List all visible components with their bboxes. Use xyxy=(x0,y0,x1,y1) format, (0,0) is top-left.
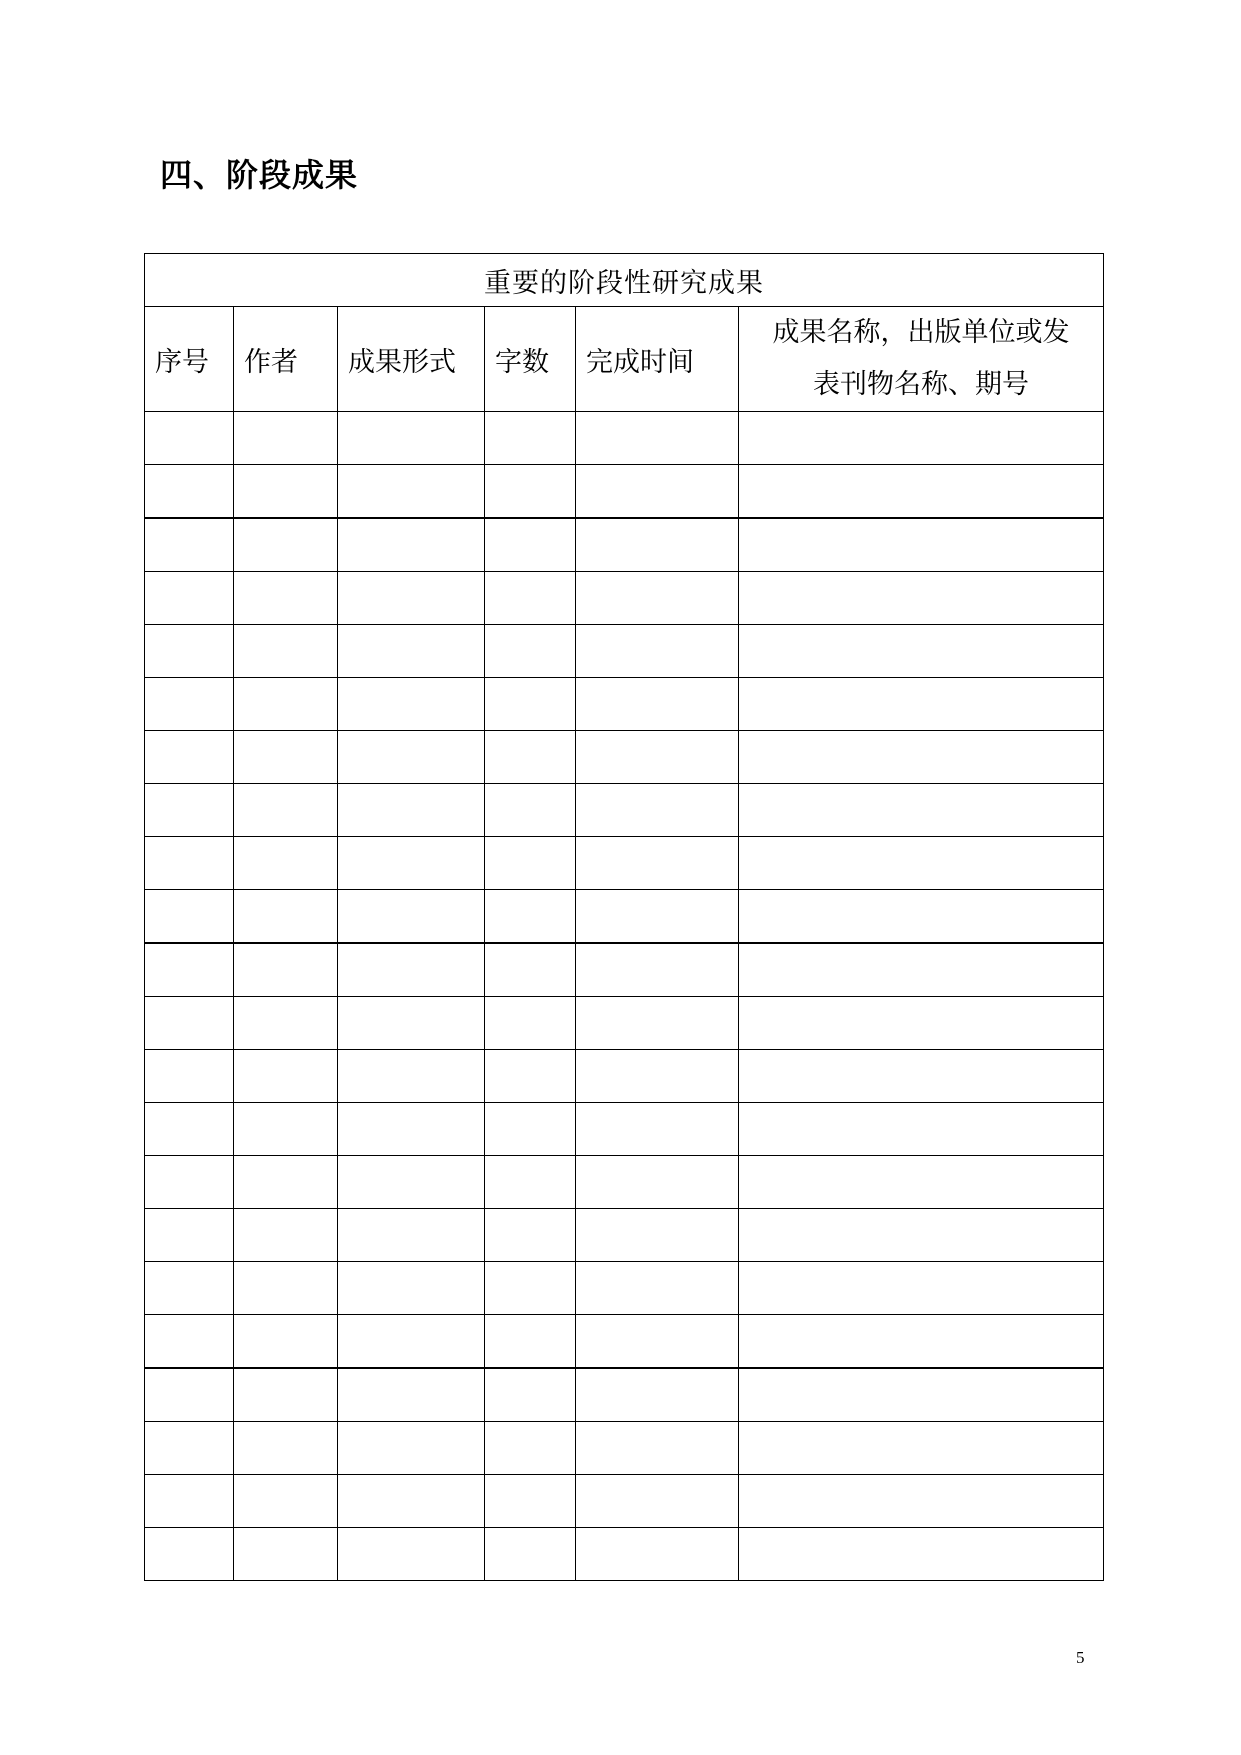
table-cell[interactable] xyxy=(576,678,739,731)
table-cell[interactable] xyxy=(576,784,739,837)
table-cell[interactable] xyxy=(145,518,234,572)
table-cell[interactable] xyxy=(145,1315,234,1369)
table-cell[interactable] xyxy=(485,1315,576,1369)
table-cell[interactable] xyxy=(234,1050,338,1103)
table-cell[interactable] xyxy=(145,1262,234,1315)
table-cell[interactable] xyxy=(234,731,338,784)
table-cell[interactable] xyxy=(234,412,338,465)
table-cell[interactable] xyxy=(739,731,1104,784)
table-cell[interactable] xyxy=(145,1209,234,1262)
table-cell[interactable] xyxy=(576,572,739,625)
table-row xyxy=(145,997,1104,1050)
table-cell[interactable] xyxy=(576,1050,739,1103)
table-cell[interactable] xyxy=(485,518,576,572)
table-cell[interactable] xyxy=(338,465,485,519)
table-cell[interactable] xyxy=(338,412,485,465)
table-row xyxy=(145,625,1104,678)
table-cell[interactable] xyxy=(338,784,485,837)
table-cell[interactable] xyxy=(145,678,234,731)
table-row xyxy=(145,890,1104,944)
table-cell[interactable] xyxy=(234,837,338,890)
table-cell[interactable] xyxy=(576,837,739,890)
table-cell[interactable] xyxy=(485,1103,576,1156)
table-cell[interactable] xyxy=(145,465,234,519)
table-cell[interactable] xyxy=(485,678,576,731)
table-cell[interactable] xyxy=(234,572,338,625)
table-cell[interactable] xyxy=(739,678,1104,731)
table-cell[interactable] xyxy=(576,1262,739,1315)
table-cell[interactable] xyxy=(234,518,338,572)
table-cell[interactable] xyxy=(576,1422,739,1475)
table-cell[interactable] xyxy=(145,784,234,837)
table-cell[interactable] xyxy=(485,784,576,837)
table-cell[interactable] xyxy=(485,412,576,465)
table-row xyxy=(145,1528,1104,1581)
table-cell[interactable] xyxy=(338,518,485,572)
table-row xyxy=(145,1050,1104,1103)
table-cell[interactable] xyxy=(739,1422,1104,1475)
table-cell[interactable] xyxy=(485,1156,576,1209)
table-cell[interactable] xyxy=(739,1262,1104,1315)
table-cell[interactable] xyxy=(234,1156,338,1209)
table-cell[interactable] xyxy=(739,465,1104,519)
table-cell[interactable] xyxy=(234,997,338,1050)
table-cell[interactable] xyxy=(576,465,739,519)
table-cell[interactable] xyxy=(739,1528,1104,1581)
table-cell[interactable] xyxy=(234,465,338,519)
table-cell[interactable] xyxy=(338,837,485,890)
table-cell[interactable] xyxy=(338,625,485,678)
table-cell[interactable] xyxy=(338,943,485,997)
table-cell[interactable] xyxy=(739,1156,1104,1209)
results-table xyxy=(144,253,1104,1581)
table-cell[interactable] xyxy=(234,1368,338,1422)
table-cell[interactable] xyxy=(234,1422,338,1475)
table-cell[interactable] xyxy=(145,1050,234,1103)
table-row xyxy=(145,1209,1104,1262)
table-cell[interactable] xyxy=(485,731,576,784)
table-cell[interactable] xyxy=(576,1156,739,1209)
table-cell[interactable] xyxy=(739,997,1104,1050)
table-cell[interactable] xyxy=(576,1475,739,1528)
column-header-title-publisher-line-1: 成果名称，出版单位或发 xyxy=(772,317,1070,348)
table-row xyxy=(145,1475,1104,1528)
table-row xyxy=(145,1315,1104,1369)
table-cell[interactable] xyxy=(485,1422,576,1475)
table-row xyxy=(145,731,1104,784)
table-cell[interactable] xyxy=(576,1315,739,1369)
table-cell[interactable] xyxy=(576,412,739,465)
table-cell[interactable] xyxy=(338,1103,485,1156)
table-cell[interactable] xyxy=(485,1209,576,1262)
table-cell[interactable] xyxy=(338,731,485,784)
results-table-body xyxy=(145,254,1104,1581)
table-cell[interactable] xyxy=(576,731,739,784)
table-title-row xyxy=(145,254,1104,307)
table-cell[interactable] xyxy=(234,943,338,997)
table-cell[interactable] xyxy=(485,572,576,625)
table-cell[interactable] xyxy=(338,1156,485,1209)
table-cell[interactable] xyxy=(234,1103,338,1156)
table-cell[interactable] xyxy=(145,412,234,465)
table-cell[interactable] xyxy=(739,1475,1104,1528)
table-cell[interactable] xyxy=(485,1368,576,1422)
table-cell[interactable] xyxy=(145,731,234,784)
table-cell[interactable] xyxy=(576,890,739,944)
table-cell[interactable] xyxy=(576,997,739,1050)
table-cell[interactable] xyxy=(145,1475,234,1528)
table-cell[interactable] xyxy=(739,943,1104,997)
table-row xyxy=(145,784,1104,837)
table-cell[interactable] xyxy=(485,1528,576,1581)
table-row xyxy=(145,465,1104,519)
table-cell[interactable] xyxy=(485,1475,576,1528)
table-cell[interactable] xyxy=(485,997,576,1050)
table-cell[interactable] xyxy=(485,625,576,678)
table-cell[interactable] xyxy=(145,890,234,944)
table-cell[interactable] xyxy=(234,1209,338,1262)
table-cell[interactable] xyxy=(338,572,485,625)
table-cell[interactable] xyxy=(485,465,576,519)
table-header-row xyxy=(145,307,1104,412)
table-cell[interactable] xyxy=(338,678,485,731)
table-cell[interactable] xyxy=(145,1156,234,1209)
column-header-number: 序号 xyxy=(145,307,234,412)
table-cell[interactable] xyxy=(234,1315,338,1369)
table-cell[interactable] xyxy=(739,518,1104,572)
column-header-word-count: 字数 xyxy=(485,307,576,412)
table-row xyxy=(145,1103,1104,1156)
table-cell[interactable] xyxy=(338,1475,485,1528)
table-cell[interactable] xyxy=(145,1368,234,1422)
column-header-title-publisher xyxy=(739,307,1104,412)
table-row xyxy=(145,572,1104,625)
table-row xyxy=(145,518,1104,572)
table-cell[interactable] xyxy=(338,1528,485,1581)
table-cell[interactable] xyxy=(739,1050,1104,1103)
table-cell[interactable] xyxy=(739,625,1104,678)
table-cell[interactable] xyxy=(739,572,1104,625)
table-cell[interactable] xyxy=(145,837,234,890)
table-title: 重要的阶段性研究成果 xyxy=(145,254,1104,307)
table-cell[interactable] xyxy=(234,1528,338,1581)
table-cell[interactable] xyxy=(576,1368,739,1422)
table-row xyxy=(145,943,1104,997)
table-cell[interactable] xyxy=(338,1368,485,1422)
table-cell[interactable] xyxy=(234,784,338,837)
table-cell[interactable] xyxy=(338,1315,485,1369)
table-cell[interactable] xyxy=(576,1103,739,1156)
table-cell[interactable] xyxy=(338,1422,485,1475)
table-cell[interactable] xyxy=(338,890,485,944)
table-cell[interactable] xyxy=(576,625,739,678)
table-cell[interactable] xyxy=(234,625,338,678)
table-cell[interactable] xyxy=(145,1103,234,1156)
table-cell[interactable] xyxy=(338,997,485,1050)
table-cell[interactable] xyxy=(739,890,1104,944)
table-row xyxy=(145,678,1104,731)
table-cell[interactable] xyxy=(234,1475,338,1528)
table-cell[interactable] xyxy=(739,837,1104,890)
table-cell[interactable] xyxy=(145,997,234,1050)
table-cell[interactable] xyxy=(576,1528,739,1581)
table-cell[interactable] xyxy=(145,1422,234,1475)
table-cell[interactable] xyxy=(234,678,338,731)
table-row xyxy=(145,412,1104,465)
table-cell[interactable] xyxy=(739,1368,1104,1422)
table-row xyxy=(145,1422,1104,1475)
table-cell[interactable] xyxy=(739,1315,1104,1369)
table-cell[interactable] xyxy=(576,518,739,572)
table-cell[interactable] xyxy=(234,1262,338,1315)
column-header-form: 成果形式 xyxy=(338,307,485,412)
table-cell[interactable] xyxy=(338,1262,485,1315)
table-cell[interactable] xyxy=(739,784,1104,837)
table-cell[interactable] xyxy=(234,890,338,944)
table-cell[interactable] xyxy=(739,1103,1104,1156)
table-cell[interactable] xyxy=(338,1209,485,1262)
page-number: 5 xyxy=(1076,1648,1085,1667)
table-row xyxy=(145,1262,1104,1315)
table-cell[interactable] xyxy=(485,1050,576,1103)
table-cell[interactable] xyxy=(145,943,234,997)
table-cell[interactable] xyxy=(145,625,234,678)
table-cell[interactable] xyxy=(485,890,576,944)
section-heading: 四、阶段成果 xyxy=(160,156,359,194)
table-cell[interactable] xyxy=(485,1262,576,1315)
table-cell[interactable] xyxy=(485,837,576,890)
column-header-author: 作者 xyxy=(234,307,338,412)
table-row xyxy=(145,837,1104,890)
column-header-completion-time: 完成时间 xyxy=(576,307,739,412)
table-cell[interactable] xyxy=(145,572,234,625)
table-cell[interactable] xyxy=(485,943,576,997)
table-cell[interactable] xyxy=(576,1209,739,1262)
table-cell[interactable] xyxy=(338,1050,485,1103)
column-header-title-publisher-line-2: 表刊物名称、期号 xyxy=(813,369,1030,400)
table-cell[interactable] xyxy=(576,943,739,997)
table-cell[interactable] xyxy=(739,1209,1104,1262)
table-cell[interactable] xyxy=(145,1528,234,1581)
table-row xyxy=(145,1156,1104,1209)
table-cell[interactable] xyxy=(739,412,1104,465)
table-row xyxy=(145,1368,1104,1422)
